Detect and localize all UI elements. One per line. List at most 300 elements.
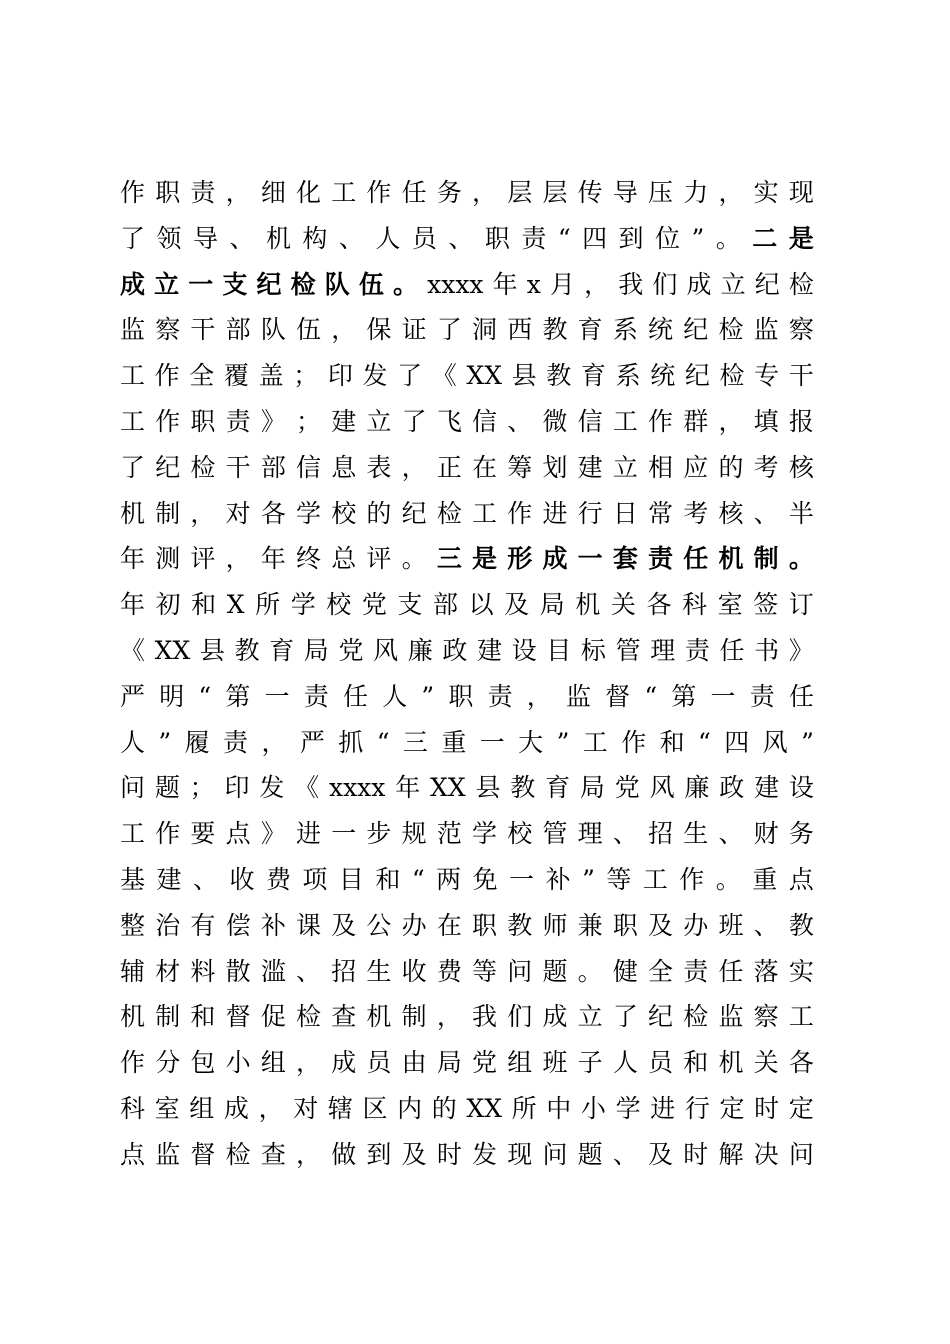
text-glyph: 立 xyxy=(154,269,180,299)
text-glyph: 责 xyxy=(684,635,710,665)
text-glyph: 四 xyxy=(724,727,750,757)
text-glyph: 局 xyxy=(579,773,605,803)
text-line xyxy=(120,1086,814,1132)
text-glyph: 年 xyxy=(492,269,518,299)
text-glyph: 洞 xyxy=(472,315,498,345)
text-glyph: 等 xyxy=(606,864,632,894)
text-glyph: 责 xyxy=(223,727,249,757)
text-glyph: 立 xyxy=(577,1002,603,1032)
text-glyph: 督 xyxy=(190,1139,216,1169)
text-glyph: 责 xyxy=(521,223,547,253)
text-glyph: 费 xyxy=(265,864,291,894)
text-glyph: 作 xyxy=(366,178,392,207)
text-glyph: 建 xyxy=(754,773,780,803)
text-line xyxy=(120,628,814,674)
text-glyph: ， xyxy=(472,178,498,207)
text-glyph: 对 xyxy=(225,498,251,528)
text-glyph: 部 xyxy=(225,315,251,345)
text-line xyxy=(120,536,814,582)
text-glyph: 检 xyxy=(718,315,744,345)
text-glyph: 任 xyxy=(718,956,744,986)
text-glyph: XX xyxy=(154,635,191,665)
text-glyph: 第 xyxy=(225,681,251,711)
text-glyph: 材 xyxy=(155,956,181,986)
text-glyph: 督 xyxy=(225,1002,251,1032)
text-glyph: 评 xyxy=(366,544,392,574)
text-glyph: 管 xyxy=(542,819,568,849)
text-glyph: 正 xyxy=(436,452,462,482)
text-glyph: 初 xyxy=(155,590,181,620)
text-glyph: 查 xyxy=(331,1002,357,1032)
text-line xyxy=(120,399,814,445)
text-line xyxy=(120,720,814,766)
text-glyph: 伍 xyxy=(358,269,384,299)
text-glyph: 制 xyxy=(753,544,779,574)
text-glyph: 工 xyxy=(642,864,668,894)
text-glyph: ， xyxy=(225,544,251,574)
text-glyph: 第 xyxy=(671,681,697,711)
text-line xyxy=(120,1132,814,1178)
text-glyph: 公 xyxy=(366,910,392,940)
text-glyph: ， xyxy=(436,1002,462,1032)
text-glyph: 定 xyxy=(719,1093,745,1123)
text-glyph: 部 xyxy=(260,452,286,482)
text-glyph: 收 xyxy=(229,864,255,894)
text-glyph: 一 xyxy=(479,727,505,757)
text-glyph: 立 xyxy=(720,269,746,299)
text-glyph: 一 xyxy=(331,819,357,849)
text-glyph: 监 xyxy=(120,315,146,345)
text-glyph: 督 xyxy=(605,681,631,711)
text-glyph: 育 xyxy=(269,635,295,665)
text-glyph: 纪 xyxy=(401,498,427,528)
text-glyph: 领 xyxy=(156,223,182,253)
text-glyph: 风 xyxy=(762,727,788,757)
text-glyph: 作 xyxy=(155,819,181,849)
text-glyph: 成 xyxy=(223,1093,249,1123)
text-glyph: 监 xyxy=(718,1002,744,1032)
text-glyph: 微 xyxy=(542,406,568,436)
text-glyph: 工 xyxy=(120,361,146,391)
text-glyph: 建 xyxy=(477,635,503,665)
text-glyph: 、 xyxy=(612,819,638,849)
text-glyph: 纪 xyxy=(754,269,780,299)
text-glyph: 、 xyxy=(507,406,533,436)
text-glyph: 检 xyxy=(788,269,814,299)
text-glyph: 划 xyxy=(542,452,568,482)
text-glyph: 。 xyxy=(715,223,741,253)
text-glyph: 机 xyxy=(575,590,601,620)
text-glyph: 工 xyxy=(120,819,146,849)
text-glyph: 点 xyxy=(225,819,251,849)
text-glyph: 决 xyxy=(753,1139,779,1169)
text-glyph: 成 xyxy=(120,269,146,299)
text-glyph: 关 xyxy=(753,1048,779,1078)
text-glyph: ， xyxy=(331,315,357,345)
text-glyph: ， xyxy=(526,681,552,711)
text-glyph: 。 xyxy=(715,864,741,894)
text-glyph: 题 xyxy=(542,956,568,986)
text-glyph: 《 xyxy=(120,635,146,665)
text-glyph: 传 xyxy=(577,178,603,207)
text-glyph: 《 xyxy=(294,773,320,803)
text-glyph: ， xyxy=(296,1139,322,1169)
text-glyph: 免 xyxy=(472,864,498,894)
text-glyph: ， xyxy=(296,1048,322,1078)
text-glyph: 组 xyxy=(189,1093,215,1123)
text-glyph: 信 xyxy=(296,452,322,482)
text-glyph: 印 xyxy=(327,361,353,391)
text-glyph: 题 xyxy=(154,773,180,803)
text-glyph: 进 xyxy=(542,498,568,528)
text-glyph: 、 xyxy=(753,910,779,940)
text-glyph: ” xyxy=(421,681,435,711)
text-glyph: ” xyxy=(691,223,705,253)
text-glyph: 党 xyxy=(361,590,387,620)
text-glyph: 人 xyxy=(612,1048,638,1078)
text-glyph: 到 xyxy=(618,223,644,253)
text-glyph: 全 xyxy=(189,361,215,391)
text-glyph: 覆 xyxy=(223,361,249,391)
text-glyph: 教 xyxy=(546,361,572,391)
text-line xyxy=(120,216,814,262)
text-glyph: 《 xyxy=(431,361,457,391)
text-glyph: 问 xyxy=(507,956,533,986)
text-glyph: 监 xyxy=(753,315,779,345)
text-glyph: 纪 xyxy=(256,269,282,299)
text-glyph: 层 xyxy=(507,178,533,207)
text-glyph: 校 xyxy=(326,590,352,620)
text-glyph: 。 xyxy=(788,544,814,574)
text-glyph: 党 xyxy=(338,635,364,665)
text-glyph: 课 xyxy=(296,910,322,940)
text-glyph: 了 xyxy=(436,315,462,345)
text-glyph: 及 xyxy=(648,1139,674,1169)
text-glyph: 了 xyxy=(401,406,427,436)
text-glyph: 息 xyxy=(331,452,357,482)
text-glyph: 职 xyxy=(448,681,474,711)
text-glyph: 和 xyxy=(659,727,685,757)
text-glyph: 统 xyxy=(650,361,676,391)
text-glyph: ； xyxy=(296,406,322,436)
text-glyph: 和 xyxy=(683,1048,709,1078)
text-glyph: 印 xyxy=(224,773,250,803)
text-glyph: 实 xyxy=(753,178,779,207)
text-glyph: 建 xyxy=(156,864,182,894)
text-glyph: 健 xyxy=(612,956,638,986)
text-glyph: ； xyxy=(293,361,319,391)
text-glyph: 。 xyxy=(393,269,419,299)
text-glyph: 检 xyxy=(225,1139,251,1169)
text-glyph: 所 xyxy=(255,590,281,620)
text-glyph: 我 xyxy=(472,1002,498,1032)
text-glyph: 风 xyxy=(649,773,675,803)
text-glyph: 规 xyxy=(401,819,427,849)
text-glyph: 明 xyxy=(159,681,185,711)
text-glyph: 责 xyxy=(683,956,709,986)
text-glyph: 科 xyxy=(682,590,708,620)
text-glyph: 抓 xyxy=(338,727,364,757)
text-glyph: 责 xyxy=(303,681,329,711)
text-glyph: 表 xyxy=(366,452,392,482)
text-glyph: 小 xyxy=(225,1048,251,1078)
text-glyph: 人 xyxy=(120,727,146,757)
text-glyph: 发 xyxy=(472,1139,498,1169)
text-glyph: 设 xyxy=(788,773,814,803)
text-glyph: 步 xyxy=(366,819,392,849)
text-glyph: 职 xyxy=(190,406,216,436)
text-glyph: 检 xyxy=(290,269,316,299)
text-glyph: 育 xyxy=(577,315,603,345)
text-glyph: 系 xyxy=(615,361,641,391)
text-glyph: 育 xyxy=(545,773,571,803)
text-glyph: 等 xyxy=(472,956,498,986)
text-glyph: 人 xyxy=(382,681,408,711)
text-glyph: 年 xyxy=(120,544,146,574)
text-glyph: 监 xyxy=(565,681,591,711)
text-glyph: 相 xyxy=(648,452,674,482)
text-glyph: 一 xyxy=(577,544,603,574)
text-glyph: 、 xyxy=(192,864,218,894)
text-glyph: XX xyxy=(466,361,503,391)
text-glyph: 导 xyxy=(192,223,218,253)
text-glyph: 育 xyxy=(580,361,606,391)
text-glyph: 教 xyxy=(510,773,536,803)
text-glyph: 小 xyxy=(580,1093,606,1123)
text-glyph: 全 xyxy=(648,956,674,986)
text-glyph: XX xyxy=(430,773,466,803)
text-glyph: 行 xyxy=(684,1093,710,1123)
text-glyph: 包 xyxy=(190,1048,216,1078)
text-glyph: “ xyxy=(376,727,390,757)
text-glyph: 检 xyxy=(436,498,462,528)
text-glyph: 工 xyxy=(612,406,638,436)
text-glyph: 两 xyxy=(436,864,462,894)
text-line xyxy=(120,949,814,995)
text-glyph: 人 xyxy=(375,223,401,253)
text-glyph: 、 xyxy=(612,1139,638,1169)
text-glyph: 中 xyxy=(546,1093,572,1123)
text-glyph: 任 xyxy=(342,681,368,711)
text-glyph: 偿 xyxy=(225,910,251,940)
text-glyph: 干 xyxy=(225,452,251,482)
text-glyph: XX xyxy=(466,1093,503,1123)
text-glyph: 纪 xyxy=(683,315,709,345)
text-glyph: 核 xyxy=(718,498,744,528)
text-glyph: 检 xyxy=(190,452,216,482)
text-glyph: 局 xyxy=(539,590,565,620)
text-glyph: 月 xyxy=(549,269,575,299)
text-glyph: 问 xyxy=(120,773,146,803)
text-glyph: 成 xyxy=(686,269,712,299)
text-glyph: 、 xyxy=(296,956,322,986)
text-glyph: 校 xyxy=(331,498,357,528)
text-glyph: 做 xyxy=(331,1139,357,1169)
text-glyph: 。 xyxy=(577,956,603,986)
text-glyph: 立 xyxy=(366,406,392,436)
text-glyph: ， xyxy=(258,1093,284,1123)
text-glyph: 项 xyxy=(302,864,328,894)
text-glyph: 作 xyxy=(120,1048,146,1078)
text-glyph: 机 xyxy=(120,498,146,528)
text-line xyxy=(120,811,814,857)
text-glyph: 理 xyxy=(650,635,676,665)
text-glyph: 县 xyxy=(199,635,225,665)
text-glyph: 严 xyxy=(120,681,146,711)
text-glyph: 局 xyxy=(303,635,329,665)
text-glyph: 促 xyxy=(260,1002,286,1032)
text-line xyxy=(120,857,814,903)
text-glyph: 纪 xyxy=(648,1002,674,1032)
text-glyph: 政 xyxy=(719,773,745,803)
text-glyph: 及 xyxy=(504,590,530,620)
text-glyph: 位 xyxy=(655,223,681,253)
text-glyph: 兼 xyxy=(577,910,603,940)
text-glyph: 内 xyxy=(397,1093,423,1123)
text-glyph: 题 xyxy=(577,1139,603,1169)
text-glyph: 信 xyxy=(472,406,498,436)
text-glyph: 、 xyxy=(448,223,474,253)
text-glyph: 落 xyxy=(753,956,779,986)
text-glyph: 及 xyxy=(401,1139,427,1169)
text-glyph: 职 xyxy=(612,910,638,940)
text-glyph: 年 xyxy=(395,773,421,803)
text-glyph: 日 xyxy=(612,498,638,528)
text-line xyxy=(120,1040,814,1086)
text-glyph: 重 xyxy=(752,864,778,894)
text-glyph: 党 xyxy=(614,773,640,803)
text-glyph: 我 xyxy=(618,269,644,299)
text-glyph: xxxx xyxy=(328,773,386,803)
text-glyph: “ xyxy=(557,223,571,253)
text-glyph: 部 xyxy=(433,590,459,620)
text-glyph: 的 xyxy=(431,1093,457,1123)
text-glyph: 补 xyxy=(545,864,571,894)
text-glyph: 干 xyxy=(788,361,814,391)
text-glyph: 发 xyxy=(259,773,285,803)
text-glyph: 订 xyxy=(788,590,814,620)
text-glyph: 化 xyxy=(296,178,322,207)
text-glyph: 的 xyxy=(366,498,392,528)
text-glyph: 进 xyxy=(650,1093,676,1123)
text-glyph: 二 xyxy=(752,223,778,253)
text-glyph: 测 xyxy=(155,544,181,574)
text-glyph: 廉 xyxy=(407,635,433,665)
text-glyph: “ xyxy=(644,681,658,711)
text-glyph: 纪 xyxy=(155,452,181,482)
text-glyph: 作 xyxy=(507,498,533,528)
text-glyph: 及 xyxy=(331,910,357,940)
text-glyph: 教 xyxy=(507,910,533,940)
text-glyph: 书 xyxy=(754,635,780,665)
text-glyph: 科 xyxy=(120,1093,146,1123)
text-glyph: 廉 xyxy=(684,773,710,803)
text-glyph: 务 xyxy=(788,819,814,849)
text-glyph: 实 xyxy=(788,956,814,986)
text-line xyxy=(120,903,814,949)
text-glyph: 由 xyxy=(401,1048,427,1078)
text-glyph: 任 xyxy=(683,544,709,574)
text-glyph: 设 xyxy=(511,635,537,665)
text-glyph: 作 xyxy=(621,727,647,757)
text-glyph: 员 xyxy=(366,1048,392,1078)
text-glyph: 要 xyxy=(190,819,216,849)
text-glyph: 作 xyxy=(120,178,146,207)
text-glyph: 西 xyxy=(507,315,533,345)
text-glyph: 招 xyxy=(331,956,357,986)
text-glyph: 签 xyxy=(753,590,779,620)
text-glyph: 、 xyxy=(718,819,744,849)
text-glyph: 套 xyxy=(612,544,638,574)
text-glyph: 辖 xyxy=(327,1093,353,1123)
text-glyph: 作 xyxy=(648,406,674,436)
text-glyph: 师 xyxy=(542,910,568,940)
text-glyph: 重 xyxy=(441,727,467,757)
text-glyph: 问 xyxy=(542,1139,568,1169)
text-glyph: 年 xyxy=(120,590,146,620)
text-glyph: 学 xyxy=(290,590,316,620)
text-glyph: 和 xyxy=(190,1002,216,1032)
text-glyph: 生 xyxy=(683,819,709,849)
text-glyph: “ xyxy=(411,864,425,894)
text-glyph: 三 xyxy=(402,727,428,757)
text-line xyxy=(120,170,814,216)
text-glyph: 散 xyxy=(225,956,251,986)
text-glyph: 工 xyxy=(582,727,608,757)
text-glyph: 和 xyxy=(191,590,217,620)
text-glyph: ” xyxy=(582,864,595,894)
text-glyph: 履 xyxy=(184,727,210,757)
text-glyph: 生 xyxy=(366,956,392,986)
text-glyph: ， xyxy=(261,727,287,757)
text-glyph: 各 xyxy=(260,498,286,528)
text-glyph: 教 xyxy=(234,635,260,665)
text-glyph: 系 xyxy=(612,315,638,345)
text-glyph: 检 xyxy=(296,1002,322,1032)
text-glyph: 察 xyxy=(788,315,814,345)
text-glyph: 到 xyxy=(366,1139,392,1169)
text-glyph: 点 xyxy=(120,1139,146,1169)
text-glyph: ， xyxy=(401,452,427,482)
text-glyph: 一 xyxy=(509,864,535,894)
text-glyph: 任 xyxy=(788,681,814,711)
text-glyph: ， xyxy=(718,178,744,207)
text-glyph: 在 xyxy=(472,452,498,482)
text-glyph: 保 xyxy=(366,315,392,345)
text-line xyxy=(120,307,814,353)
text-glyph: 关 xyxy=(610,590,636,620)
text-glyph: 导 xyxy=(612,178,638,207)
text-glyph: 县 xyxy=(511,361,537,391)
text-glyph: 室 xyxy=(717,590,743,620)
text-glyph: 了 xyxy=(397,361,423,391)
text-glyph: 制 xyxy=(155,1002,181,1032)
text-glyph: 管 xyxy=(615,635,641,665)
text-glyph: 的 xyxy=(718,452,744,482)
text-glyph: 务 xyxy=(436,178,462,207)
text-glyph: 整 xyxy=(120,910,146,940)
text-glyph: 报 xyxy=(788,406,814,436)
text-glyph: 察 xyxy=(753,1002,779,1032)
text-glyph: 及 xyxy=(648,910,674,940)
text-glyph: 察 xyxy=(155,315,181,345)
text-glyph: 任 xyxy=(719,635,745,665)
text-glyph: 在 xyxy=(436,910,462,940)
text-glyph: 监 xyxy=(155,1139,181,1169)
text-glyph: 制 xyxy=(401,1002,427,1032)
text-glyph: 筹 xyxy=(507,452,533,482)
text-glyph: 作 xyxy=(155,406,181,436)
